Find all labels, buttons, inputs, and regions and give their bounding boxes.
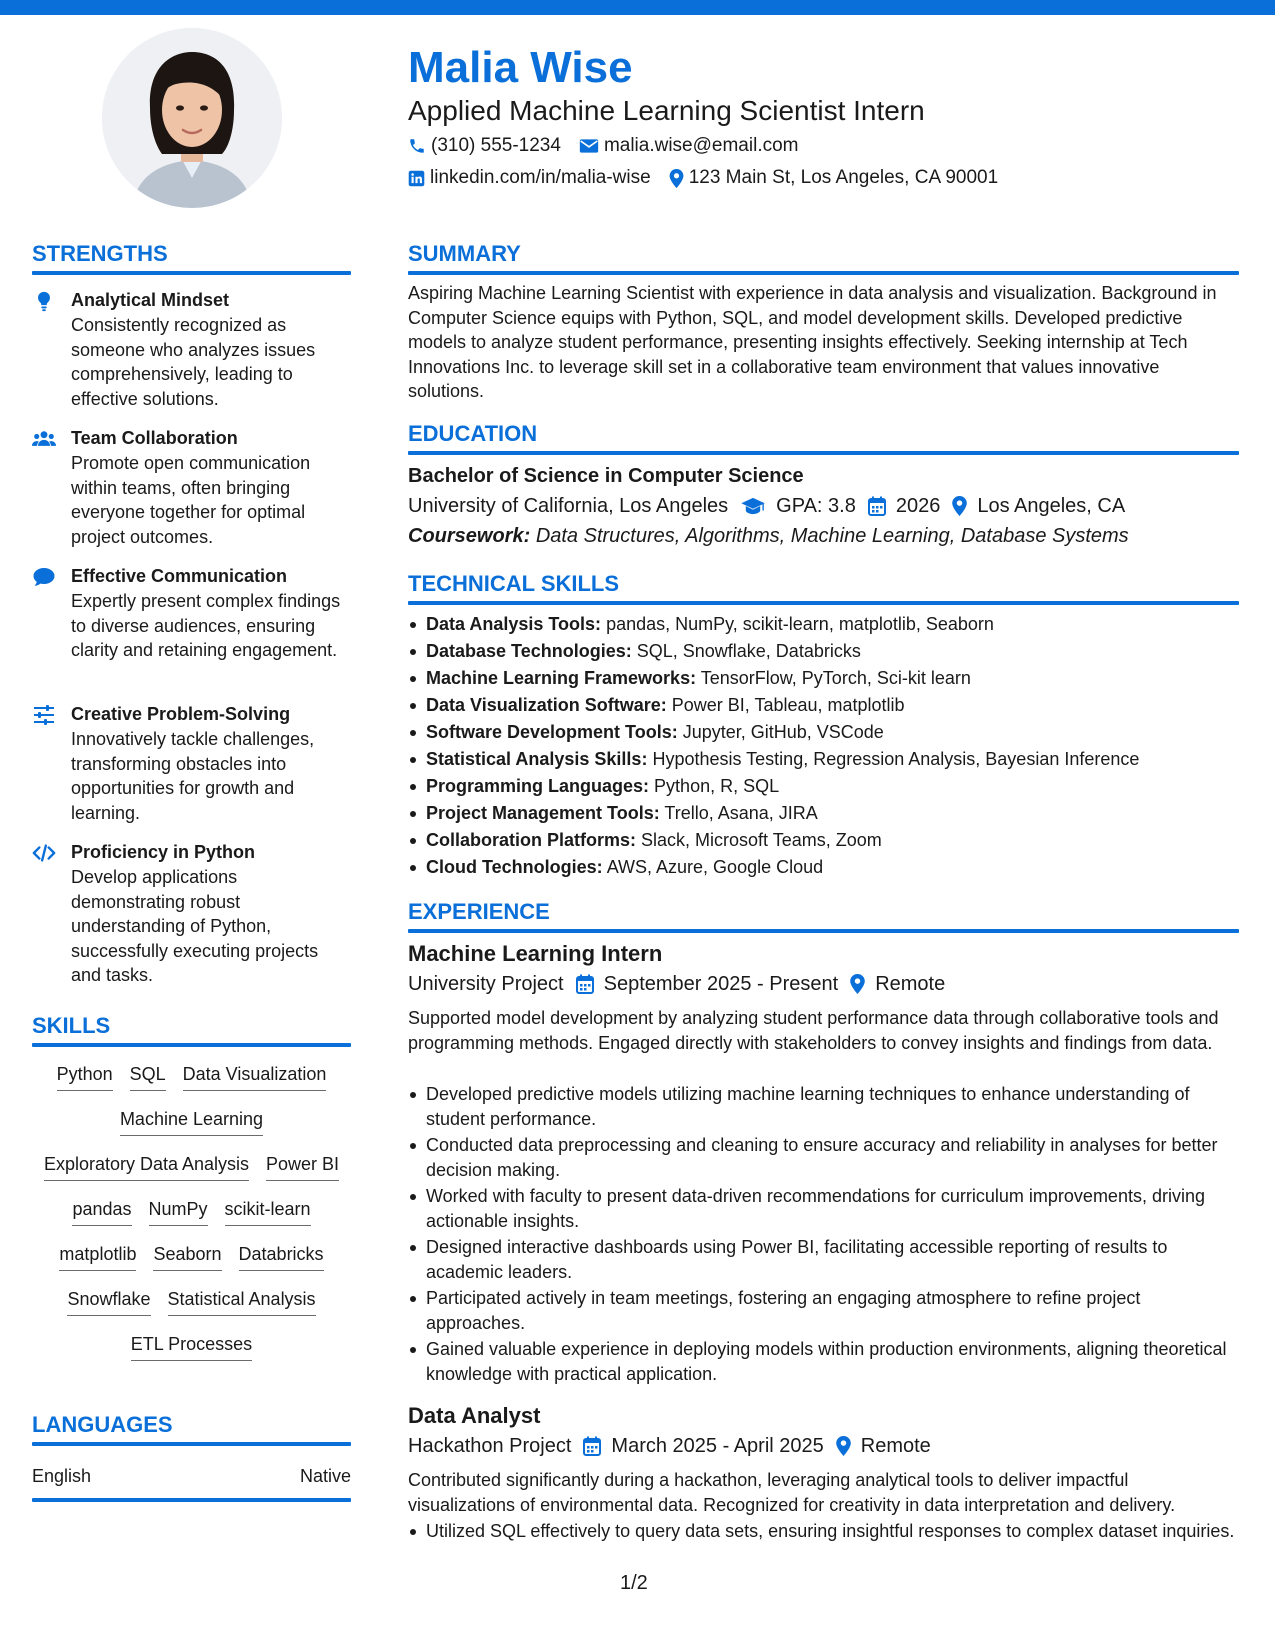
contact-row-1	[408, 134, 817, 158]
skill-chip: Python	[57, 1062, 113, 1091]
edu-gpa: GPA: 3.8	[776, 495, 856, 517]
strengths-rule	[32, 271, 351, 275]
tech-value: Jupyter, GitHub, VSCode	[682, 722, 884, 742]
tech-value: AWS, Azure, Google Cloud	[606, 857, 824, 877]
list-item: Worked with faculty to present data-driven recommendations for curriculum improvements, driving actionable insights.	[408, 1184, 1238, 1233]
strength-title: Creative Problem-Solving	[71, 704, 291, 724]
language-item	[32, 1464, 351, 1488]
job-meta-row	[408, 1433, 931, 1459]
skill-chip: pandas	[72, 1197, 131, 1226]
list-item	[408, 774, 1238, 801]
strength-item	[32, 702, 352, 822]
job-role: Data Analyst	[408, 1403, 541, 1428]
strength-title: Team Collaboration	[71, 428, 238, 448]
education-heading: EDUCATION	[408, 421, 538, 446]
job-bullets	[408, 1519, 1238, 1546]
list-item: Participated actively in team meetings, fostering an engaging atmosphere to refine project approaches.	[408, 1286, 1238, 1335]
map-pin-icon	[850, 974, 865, 994]
education-rule	[408, 451, 1239, 455]
skill-chip: scikit-learn	[225, 1197, 311, 1226]
list-item	[408, 693, 1238, 720]
experience-rule	[408, 929, 1239, 933]
code-icon	[32, 842, 56, 864]
strength-title: Proficiency in Python	[71, 842, 256, 862]
strength-item	[32, 564, 352, 684]
list-item	[408, 828, 1238, 855]
job-dates: September 2025 - Present	[603, 973, 839, 995]
skill-chip: Machine Learning	[120, 1107, 263, 1136]
language-proficiency-bar	[32, 1498, 351, 1502]
skill-chip: NumPy	[149, 1197, 208, 1226]
skill-row	[32, 1242, 351, 1271]
tech-value: Hypothesis Testing, Regression Analysis, Bayesian Inference	[652, 749, 1140, 769]
summary-heading: SUMMARY	[408, 241, 521, 266]
strength-item	[32, 426, 352, 546]
edu-meta-row	[408, 493, 1125, 519]
skill-chip: Snowflake	[67, 1287, 150, 1316]
tech-label: Database Technologies:	[426, 641, 632, 661]
linkedin-icon	[408, 170, 425, 187]
list-item	[408, 612, 1238, 639]
lightbulb-icon	[32, 290, 56, 312]
list-item	[408, 720, 1238, 747]
linkedin-contact[interactable]	[408, 166, 651, 190]
strength-desc: Develop applications demonstrating robust understanding of Python, successfully executing projects and tasks.	[71, 867, 319, 985]
edu-degree: Bachelor of Science in Computer Science	[408, 465, 804, 487]
sliders-icon	[32, 704, 56, 726]
skill-chip: SQL	[130, 1062, 166, 1091]
summary-rule	[408, 271, 1239, 275]
skill-chip: Databricks	[239, 1242, 324, 1271]
edu-year: 2026	[895, 495, 941, 517]
phone-icon	[408, 137, 426, 155]
strength-title: Effective Communication	[71, 566, 288, 586]
list-item: Designed interactive dashboards using Power BI, facilitating accessible reporting of results to academic leaders.	[408, 1235, 1238, 1284]
tech-value: TensorFlow, PyTorch, Sci-kit learn	[700, 668, 971, 688]
graduation-cap-icon	[740, 497, 766, 515]
list-item	[408, 801, 1238, 828]
experience-heading: EXPERIENCE	[408, 899, 550, 924]
profile-photo	[102, 28, 282, 208]
list-item: Developed predictive models utilizing machine learning techniques to enhance understanding of student performance.	[408, 1082, 1238, 1131]
strength-item	[32, 840, 352, 985]
job-bullets	[408, 1082, 1238, 1388]
languages-heading: LANGUAGES	[32, 1412, 173, 1437]
phone-contact	[408, 134, 561, 158]
calendar-icon	[576, 974, 594, 994]
strength-title: Analytical Mindset	[71, 290, 230, 310]
tech-label: Software Development Tools:	[426, 722, 678, 742]
job-org: University Project	[408, 973, 564, 995]
map-pin-icon	[669, 169, 684, 188]
tech-label: Machine Learning Frameworks:	[426, 668, 697, 688]
coursework-label: Coursework:	[408, 525, 531, 547]
users-icon	[32, 428, 56, 450]
skill-row	[32, 1107, 351, 1136]
skill-chip: Power BI	[266, 1152, 339, 1181]
skill-row	[32, 1152, 351, 1181]
job-location: Remote	[860, 1435, 931, 1457]
strength-item	[32, 288, 352, 408]
tech-label: Data Analysis Tools:	[426, 614, 602, 634]
edu-location: Los Angeles, CA	[977, 495, 1126, 517]
tech-value: Power BI, Tableau, matplotlib	[671, 695, 905, 715]
tech-label: Statistical Analysis Skills:	[426, 749, 648, 769]
skill-chip: matplotlib	[59, 1242, 136, 1271]
skill-chip: ETL Processes	[131, 1332, 252, 1361]
skills-rule	[32, 1043, 351, 1047]
job-meta-row	[408, 971, 945, 997]
technical-skills-heading: TECHNICAL SKILLS	[408, 571, 620, 596]
list-item: Conducted data preprocessing and cleaning to ensure accuracy and reliability in analyses for better decision making.	[408, 1133, 1238, 1182]
tech-label: Programming Languages:	[426, 776, 650, 796]
edu-school: University of California, Los Angeles	[408, 495, 729, 517]
list-item: Gained valuable experience in deploying models within production environments, aligning theoretical knowledge with practical application.	[408, 1337, 1238, 1386]
map-pin-icon	[952, 496, 967, 516]
job-summary: Contributed significantly during a hackathon, leveraging analytical tools to deliver impactful visualizations of environmental data. Recognized for creativity in data interpretation and delivery.	[408, 1470, 1176, 1515]
skills-heading: SKILLS	[32, 1013, 111, 1038]
coursework-text: Data Structures, Algorithms, Machine Learning, Database Systems	[535, 525, 1129, 547]
candidate-name: Malia Wise	[408, 43, 633, 92]
skill-row	[32, 1287, 351, 1316]
address-contact	[669, 166, 999, 190]
skill-chip: Exploratory Data Analysis	[44, 1152, 249, 1181]
contact-row-2	[408, 166, 1016, 190]
calendar-icon	[868, 496, 886, 516]
job-summary: Supported model development by analyzing student performance data through collaborative tools and programming methods. Engaged directly with stakeholders to convey insights and findings from data.	[408, 1008, 1219, 1053]
linkedin-text[interactable]: linkedin.com/in/malia-wise	[430, 167, 651, 188]
job-role: Machine Learning Intern	[408, 941, 663, 966]
address-text: 123 Main St, Los Angeles, CA 90001	[688, 167, 999, 188]
tech-label: Project Management Tools:	[426, 803, 660, 823]
strength-desc: Consistently recognized as someone who analyzes issues comprehensively, leading to effective solutions.	[71, 315, 316, 409]
list-item	[408, 666, 1238, 693]
tech-value: Python, R, SQL	[654, 776, 780, 796]
strength-desc: Innovatively tackle challenges, transforming obstacles into opportunities for growth and learning.	[71, 729, 315, 823]
edu-coursework	[408, 523, 1129, 549]
tech-label: Data Visualization Software:	[426, 695, 667, 715]
skill-row	[32, 1197, 351, 1226]
technical-skills-rule	[408, 601, 1239, 605]
comment-icon	[32, 566, 56, 588]
strength-desc: Expertly present complex findings to diverse audiences, ensuring clarity and retaining engagement.	[71, 591, 341, 660]
tech-value: pandas, NumPy, scikit-learn, matplotlib, Seaborn	[606, 614, 994, 634]
page-number: 1/2	[620, 1572, 648, 1594]
job-dates: March 2025 - April 2025	[611, 1435, 824, 1457]
email-text[interactable]: malia.wise@email.com	[603, 135, 799, 156]
envelope-icon	[579, 138, 599, 154]
summary-text: Aspiring Machine Learning Scientist with experience in data analysis and visualization. Background in Computer Science equips with Python, SQL, and model development skills. Developed predictive models to analyze student performance, presenting insights effectively. Seeking internship at Tech Innovations Inc. to leverage skill set in a collaborative team environment that values innovative solutions.	[408, 283, 1217, 401]
tech-label: Cloud Technologies:	[426, 857, 603, 877]
strengths-heading: STRENGTHS	[32, 241, 168, 266]
tech-value: Slack, Microsoft Teams, Zoom	[641, 830, 882, 850]
technical-skills-list	[408, 612, 1238, 882]
tech-value: Trello, Asana, JIRA	[664, 803, 818, 823]
list-item	[408, 639, 1238, 666]
tech-value: SQL, Snowflake, Databricks	[636, 641, 861, 661]
job-org: Hackathon Project	[408, 1435, 572, 1457]
tech-label: Collaboration Platforms:	[426, 830, 637, 850]
email-contact[interactable]	[579, 134, 799, 158]
top-accent-bar	[0, 0, 1275, 15]
skill-row	[32, 1332, 351, 1361]
list-item: Utilized SQL effectively to query data sets, ensuring insightful responses to complex dataset inquiries.	[408, 1519, 1238, 1544]
list-item	[408, 747, 1238, 774]
languages-rule	[32, 1442, 351, 1446]
map-pin-icon	[836, 1436, 851, 1456]
skill-row	[32, 1062, 351, 1091]
strength-desc: Promote open communication within teams, often bringing everyone together for optimal project outcomes.	[71, 453, 311, 547]
job-location: Remote	[875, 973, 946, 995]
phone-text: (310) 555-1234	[431, 135, 561, 156]
language-name: English	[32, 1466, 92, 1486]
skill-chip: Statistical Analysis	[168, 1287, 316, 1316]
calendar-icon	[583, 1436, 601, 1456]
skill-chip: Seaborn	[153, 1242, 221, 1271]
skill-chip: Data Visualization	[183, 1062, 327, 1091]
list-item	[408, 855, 1238, 882]
candidate-title: Applied Machine Learning Scientist Intern	[408, 95, 925, 126]
language-level: Native	[299, 1466, 351, 1486]
